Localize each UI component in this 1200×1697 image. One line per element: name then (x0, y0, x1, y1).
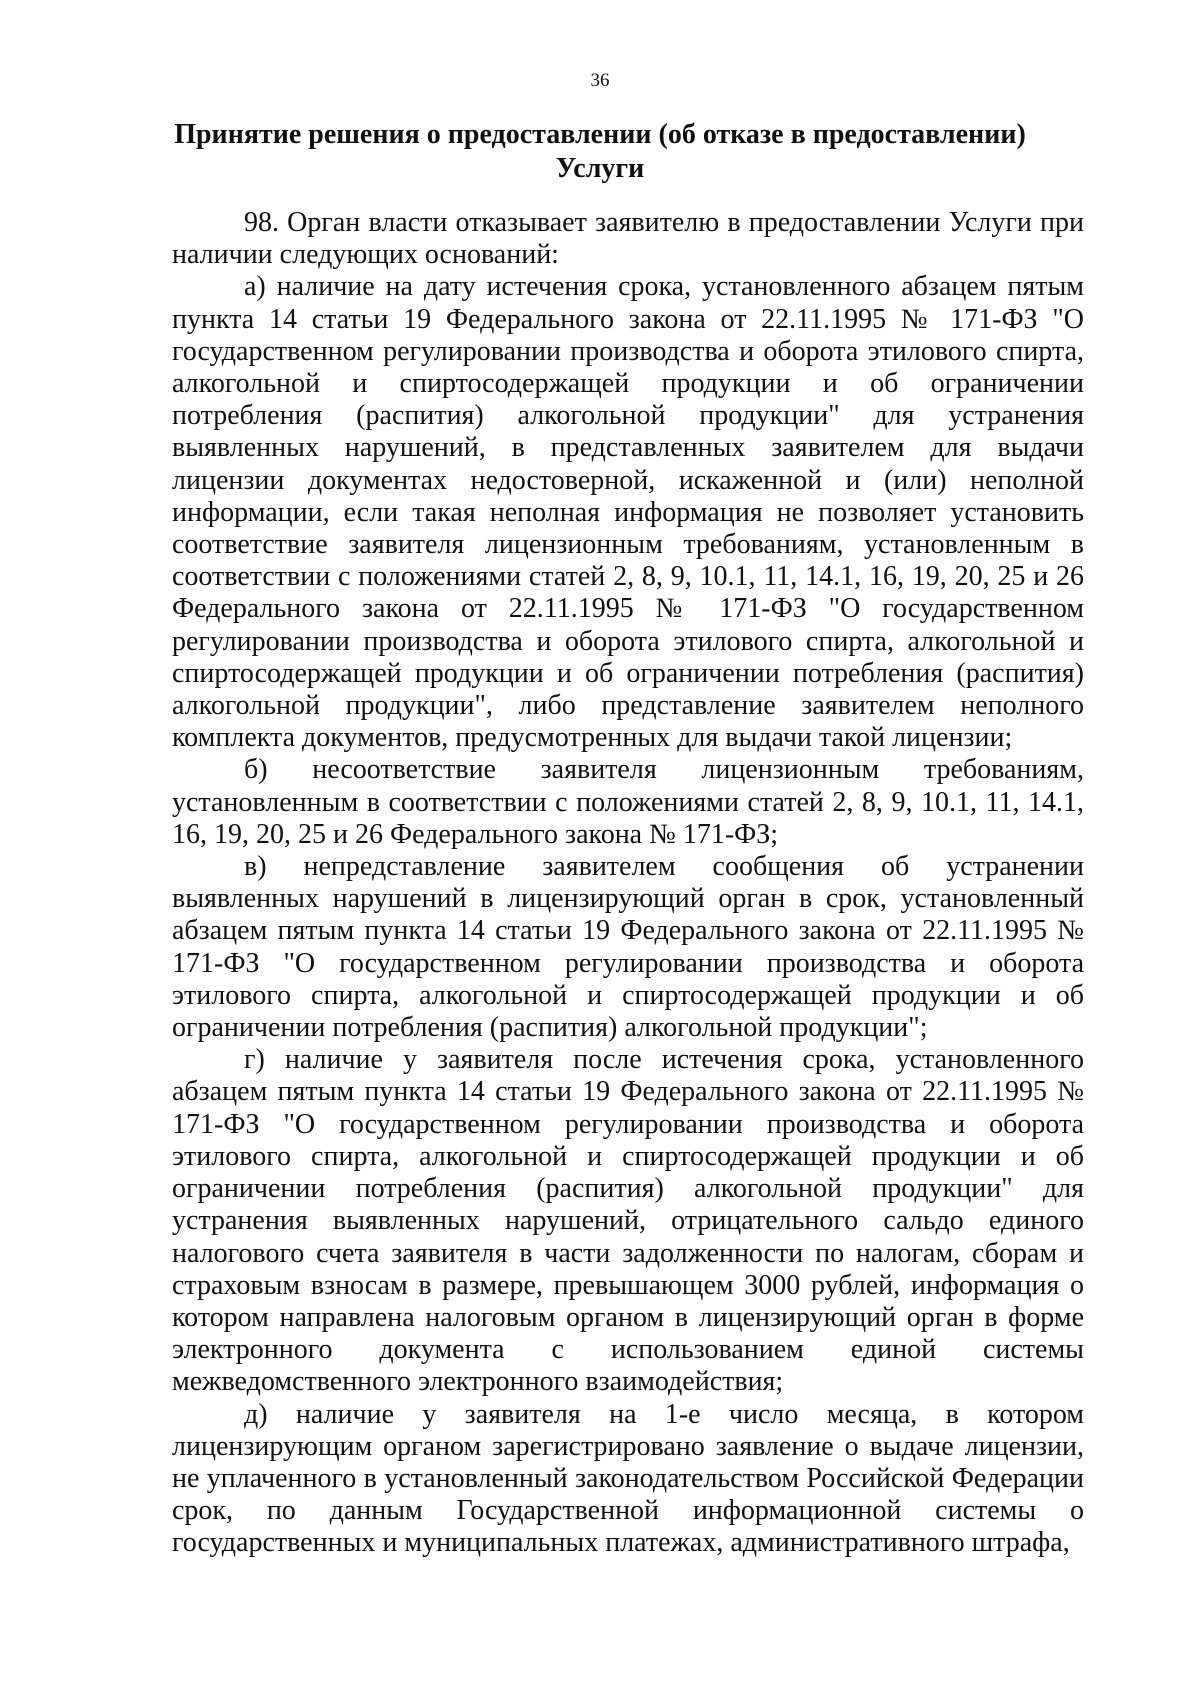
page-number: 36 (590, 70, 610, 91)
paragraph-v: в) непредставление заявителем сообщения об устранении выявленных нарушений в лицензирующий орган в срок, установленный абзацем пятым пункта 14 статьи 19 Федерального закона от 22.11.1995 № 171-ФЗ "О государственном регулировании производства и оборота этилового спирта, алкогольной и спиртосодержащей продукции и об ограничении потребления (распития) алкогольной продукции"; (172, 851, 1084, 1044)
paragraph-98: 98. Орган власти отказывает заявителю в предоставлении Услуги при наличии следующих оснований: (172, 207, 1084, 271)
section-heading-line-1: Принятие решения о предоставлении (об отказе в предоставлении) (174, 119, 1026, 150)
paragraph-g: г) наличие у заявителя после истечения срока, установленного абзацем пятым пункта 14 статьи 19 Федерального закона от 22.11.1995 № 171-ФЗ "О государственном регулировании производства и оборота этилового спирта, алкогольной и спиртосодержащей продукции и об ограничении потребления (распития) алкогольной продукции" для устранения выявленных нарушений, отрицательного сальдо единого налогового счета заявителя в части задолженности по налогам, сборам и страховым взносам в размере, превышающем 3000 рублей, информация о котором направлена налоговым органом в лицензирующий орган в форме электронного документа с использованием единой системы межведомственного электронного взаимодействия; (172, 1044, 1084, 1398)
section-heading (150, 118, 1050, 186)
paragraph-a: а) наличие на дату истечения срока, установленного абзацем пятым пункта 14 статьи 19 Федерального закона от 22.11.1995 № 171-ФЗ "О государственном регулировании производства и оборота этилового спирта, алкогольной и спиртосодержащей продукции и об ограничении потребления (распития) алкогольной продукции" для устранения выявленных нарушений, в представленных заявителем для выдачи лицензии документах недостоверной, искаженной и (или) неполной информации, если такая неполная информация не позволяет установить соответствие заявителя лицензионным требованиям, установленным в соответствии с положениями статей 2, 8, 9, 10.1, 11, 14.1, 16, 19, 20, 25 и 26 Федерального закона от 22.11.1995 № 171-ФЗ "О государственном регулировании производства и оборота этилового спирта, алкогольной и спиртосодержащей продукции и об ограничении потребления (распития) алкогольной продукции", либо представление заявителем неполного комплекта документов, предусмотренных для выдачи такой лицензии; (172, 271, 1084, 754)
paragraph-b: б) несоответствие заявителя лицензионным требованиям, установленным в соответствии с положениями статей 2, 8, 9, 10.1, 11, 14.1, 16, 19, 20, 25 и 26 Федерального закона № 171-ФЗ; (172, 754, 1084, 850)
section-heading-line-2: Услуги (555, 153, 645, 184)
paragraph-d: д) наличие у заявителя на 1-е число месяца, в котором лицензирующим органом зарегистрировано заявление о выдаче лицензии, не уплаченного в установленный законодательством Российской Федерации срок, по данным Государственной информационной системы о государственных и муниципальных платежах, административного штрафа, (172, 1398, 1084, 1559)
document-body (172, 207, 1084, 1560)
